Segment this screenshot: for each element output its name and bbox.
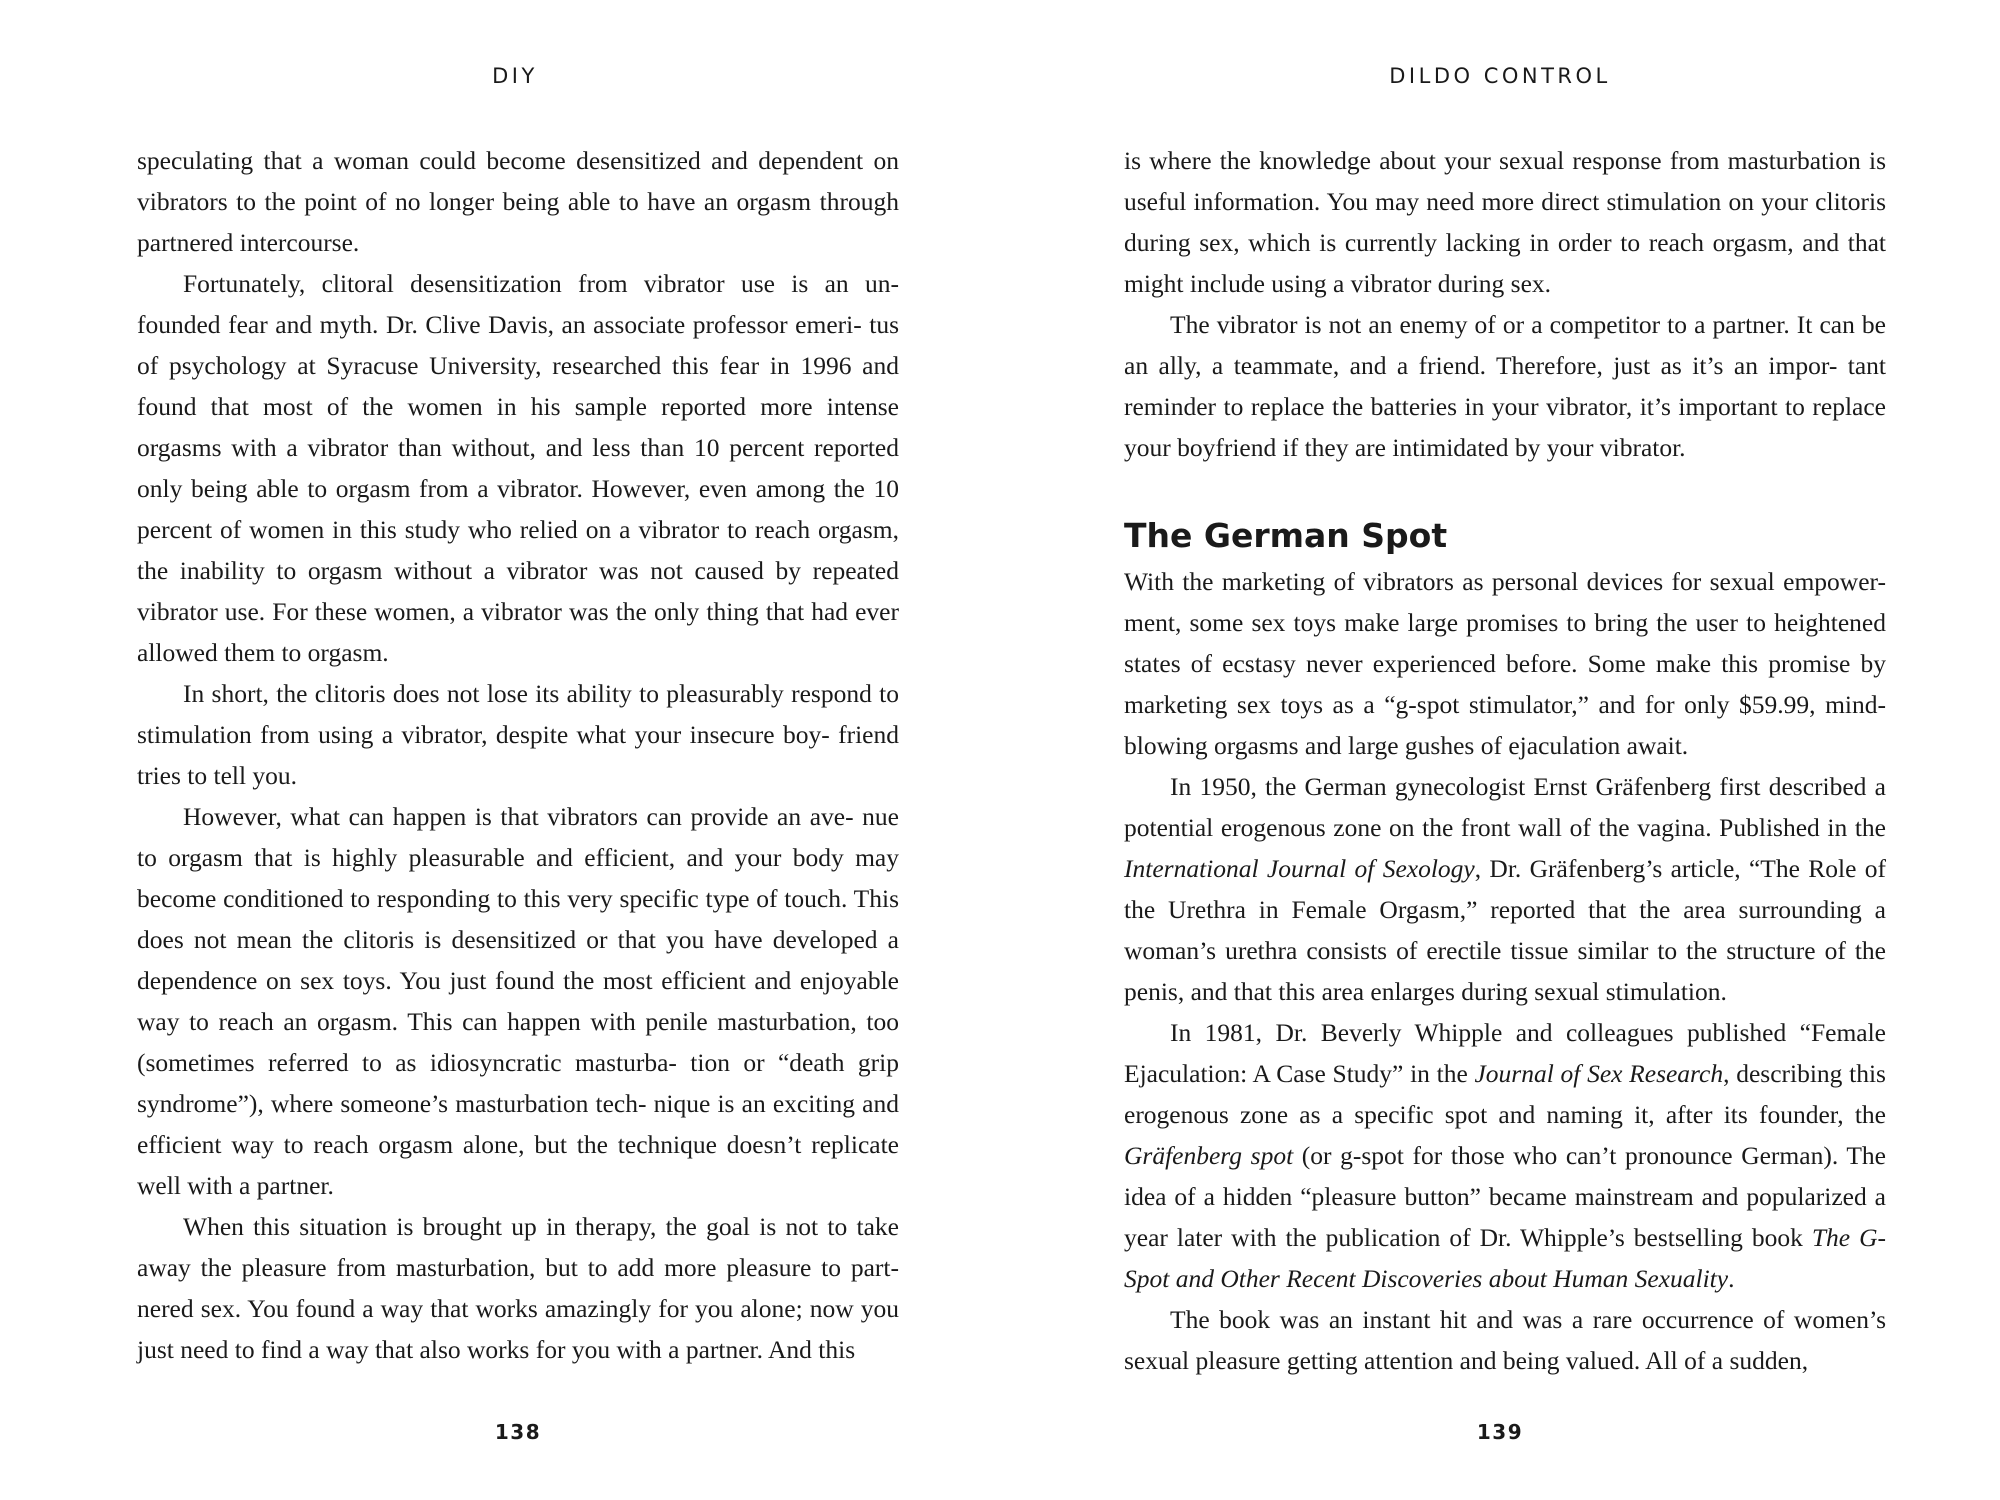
running-head: DILDO CONTROL bbox=[1389, 64, 1611, 88]
paragraph: The vibrator is not an enemy of or a competitor to a partner. It can be an ally, a teammate, and a friend. Therefore, just as it’s an impor- tant reminder to replace the batteries in your vibrator, it’s important to replace your boyfriend if they are intimidated by your vibrator. bbox=[1124, 310, 1886, 462]
body-text bbox=[137, 140, 899, 1370]
running-head: DIY bbox=[492, 64, 538, 88]
section-heading: The German Spot bbox=[1124, 516, 1448, 555]
journal-title: Journal of Sex Research bbox=[1474, 1059, 1724, 1088]
paragraph: With the marketing of vibrators as personal devices for sexual empower- ment, some sex toys make large promises to bring the user to heightened states of ecstasy never experienced before. Some make this promise by marketing sex toys as a “g-spot stimulator,” and for only $59.99, mind- blowing orgasms and large gushes of ejaculation await. bbox=[1124, 567, 1886, 760]
paragraph bbox=[1124, 766, 1886, 1012]
italic-term: Gräfenberg spot bbox=[1124, 1141, 1294, 1170]
paragraph: speculating that a woman could become desensitized and dependent on vibrators to the point of no longer being able to have an orgasm through partnered intercourse. bbox=[137, 146, 899, 257]
body-text bbox=[1124, 140, 1886, 1381]
text-run: (or g-spot for those who can’t pronounce German). The idea of a hidden “pleasure button” became mainstream and popularized a year later with the publication of Dr. Whipple’s bestselling book bbox=[1124, 1141, 1886, 1252]
paragraph: In short, the clitoris does not lose its ability to pleasurably respond to stimulation from using a vibrator, despite what your insecure boy- friend tries to tell you. bbox=[137, 679, 899, 790]
paragraph: is where the knowledge about your sexual response from masturbation is useful information. You may need more direct stimulation on your clitoris during sex, which is currently lacking in order to reach orgasm, and that might include using a vibrator during sex. bbox=[1124, 146, 1886, 298]
paragraph: However, what can happen is that vibrators can provide an ave- nue to orgasm that is highly pleasurable and efficient, and your body may become conditioned to responding to this very specific type of touch. This does not mean the clitoris is desensitized or that you have developed a dependence on sex toys. You just found the most efficient and enjoyable way to reach an orgasm. This can happen with penile masturbation, too (sometimes referred to as idiosyncratic masturba- tion or “death grip syndrome”), where someone’s masturbation tech- nique is an exciting and efficient way to reach orgasm alone, but the technique doesn’t replicate well with a partner. bbox=[137, 802, 899, 1200]
text-run: , describing this erogenous zone as a specific spot and naming it, after its founder, the bbox=[1124, 1059, 1886, 1129]
text-run: , Dr. Gräfenberg’s article, “The Role of the Urethra in Female Orgasm,” reported that the area surrounding a woman’s urethra consists of erectile tissue similar to the structure of the penis, and that this area enlarges during sexual stimulation. bbox=[1124, 854, 1886, 1006]
text-run: In 1950, the German gynecologist Ernst Gräfenberg first described a potential erogenous zone on the front wall of the vagina. Published in the bbox=[1124, 772, 1886, 842]
right-page bbox=[1000, 0, 2000, 1500]
journal-title: International Journal of Sexology bbox=[1124, 854, 1475, 883]
paragraph: The book was an instant hit and was a rare occurrence of women’s sexual pleasure getting attention and being valued. All of a sudden, bbox=[1124, 1305, 1886, 1375]
book-title: The G-Spot and Other Recent Discoveries about Human Sexuality bbox=[1124, 1223, 1886, 1293]
text-run: . bbox=[1728, 1264, 1735, 1293]
page-number: 139 bbox=[1476, 1420, 1524, 1444]
text-run: In 1981, Dr. Beverly Whipple and colleagues published “Female Ejaculation: A Case Study” in the bbox=[1124, 1018, 1886, 1088]
paragraph: Fortunately, clitoral desensitization from vibrator use is an un- founded fear and myth. Dr. Clive Davis, an associate professor emeri- tus of psychology at Syracuse University, researched this fear in 1996 and found that most of the women in his sample reported more intense orgasms with a vibrator than without, and less than 10 percent reported only being able to orgasm from a vibrator. However, even among the 10 percent of women in this study who relied on a vibrator to reach orgasm, the inability to orgasm without a vibrator was not caused by repeated vibrator use. For these women, a vibrator was the only thing that had ever allowed them to orgasm. bbox=[137, 269, 899, 667]
paragraph bbox=[1124, 1012, 1886, 1299]
page-number: 138 bbox=[494, 1420, 542, 1444]
paragraph: When this situation is brought up in therapy, the goal is not to take away the pleasure from masturbation, but to add more pleasure to part- nered sex. You found a way that works amazingly for you alone; now you just need to find a way that also works for you with a partner. And this bbox=[137, 1212, 899, 1364]
